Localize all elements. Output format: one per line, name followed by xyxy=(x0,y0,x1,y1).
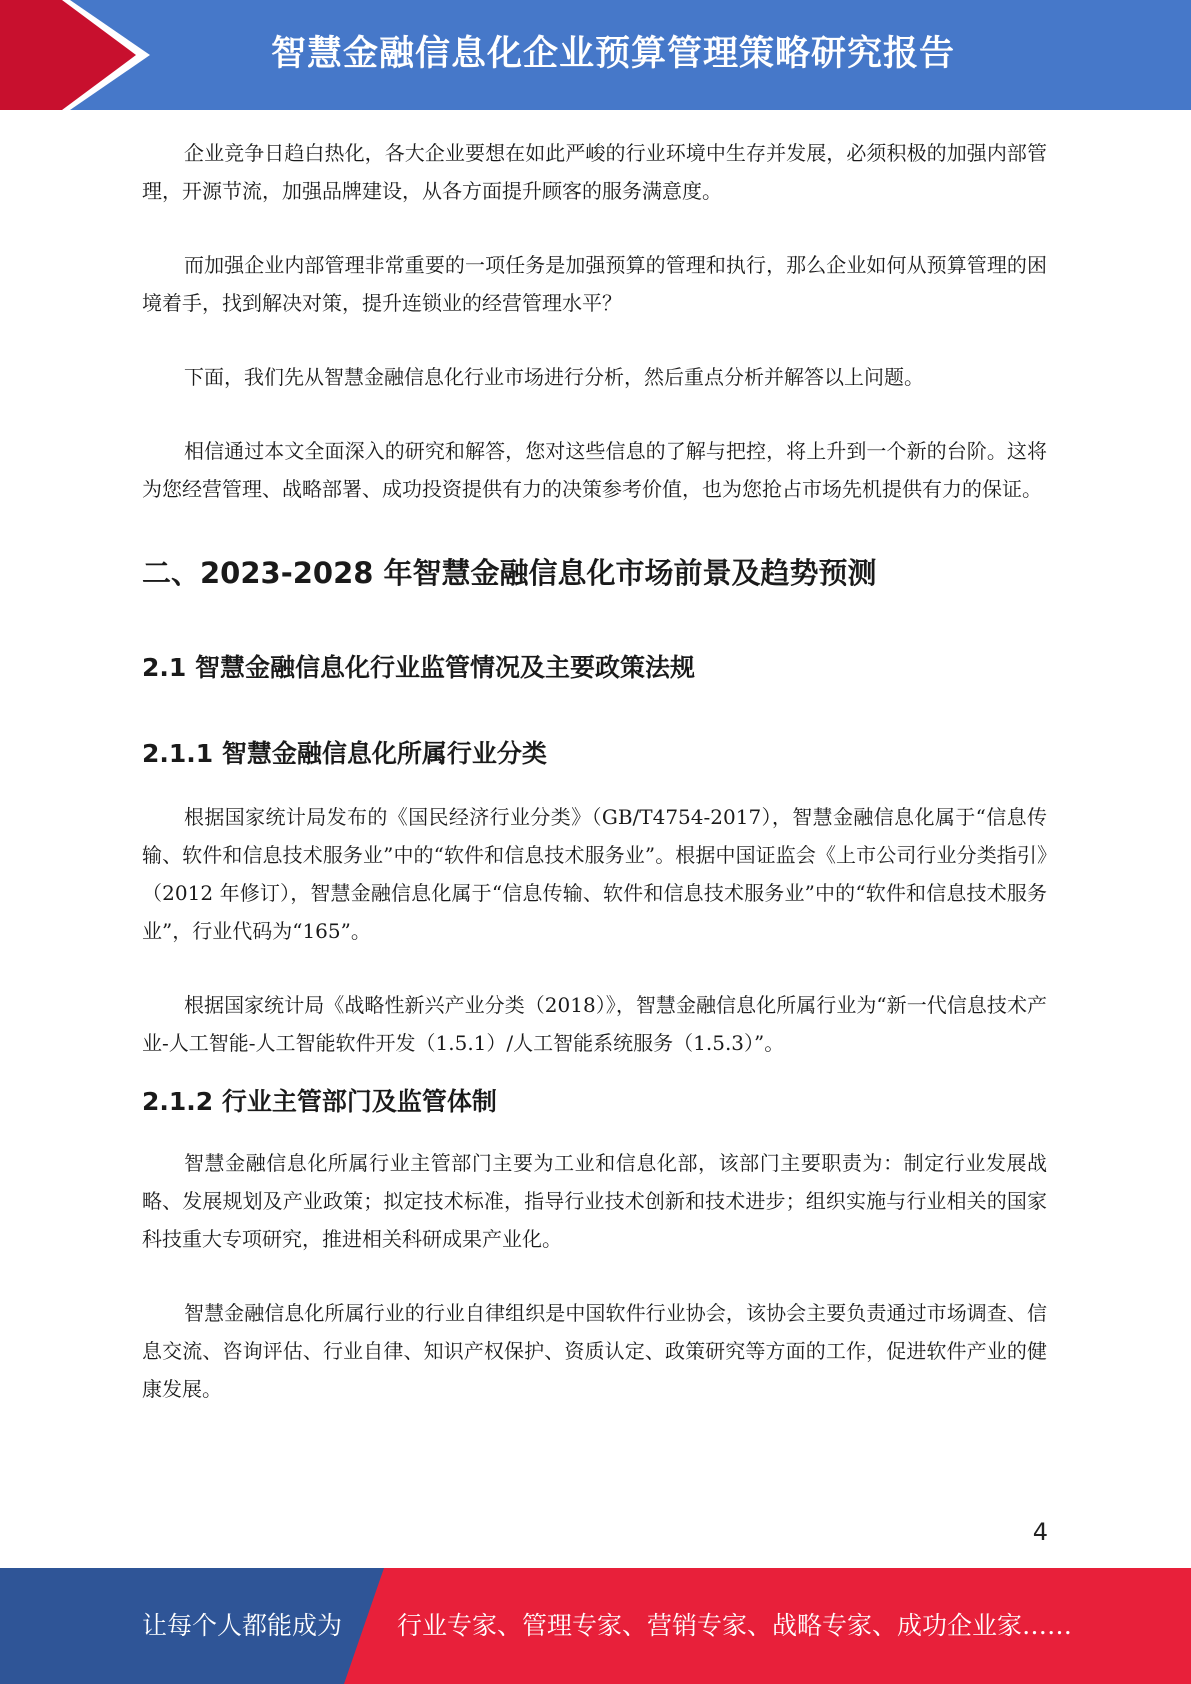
intro-paragraph: 相信通过本文全面深入的研究和解答，您对这些信息的了解与把控，将上升到一个新的台阶。这将为您经营管理、战略部署、成功投资提供有力的决策参考价值，也为您抢占市场先机提供有力的保证。 xyxy=(142,439,1047,501)
intro-paragraph: 而加强企业内部管理非常重要的一项任务是加强预算的管理和执行，那么企业如何从预算管理的困境着手，找到解决对策，提升连锁业的经营管理水平？ xyxy=(142,253,1047,315)
subsection-heading: 2.1 智慧金融信息化行业监管情况及主要政策法规 xyxy=(142,653,695,682)
body-paragraph: 智慧金融信息化所属行业的行业自律组织是中国软件行业协会，该协会主要负责通过市场调查、信息交流、咨询评估、行业自律、知识产权保护、资质认定、政策研究等方面的工作，促进软件产业的健康发展。 xyxy=(142,1301,1047,1401)
intro-paragraph: 下面，我们先从智慧金融信息化行业市场进行分析，然后重点分析并解答以上问题。 xyxy=(184,365,924,389)
subsubsection-heading: 2.1.1 智慧金融信息化所属行业分类 xyxy=(142,739,547,768)
subsubsection-heading: 2.1.2 行业主管部门及监管体制 xyxy=(142,1087,497,1116)
intro-paragraph: 企业竞争日趋白热化，各大企业要想在如此严峻的行业环境中生存并发展，必须积极的加强内部管理，开源节流，加强品牌建设，从各方面提升顾客的服务满意度。 xyxy=(142,141,1047,203)
page-number: 4 xyxy=(1032,1518,1048,1546)
report-title: 智慧金融信息化企业预算管理策略研究报告 xyxy=(270,34,955,74)
footer-slogan-left: 让每个人都能成为 xyxy=(142,1611,343,1640)
header-banner xyxy=(0,0,1191,110)
footer-slogan-right: 行业专家、管理专家、营销专家、战略专家、成功企业家…… xyxy=(397,1611,1073,1640)
footer-banner xyxy=(0,1568,1191,1684)
body-paragraph: 根据国家统计局《战略性新兴产业分类（2018）》，智慧金融信息化所属行业为“新一代信息技术产业-人工智能-人工智能软件开发（1.5.1）/人工智能系统服务（1.5.3）”。 xyxy=(142,993,1047,1055)
document-body xyxy=(142,118,1047,1444)
body-paragraph: 根据国家统计局发布的《国民经济行业分类》（GB/T4754-2017），智慧金融信息化属于“信息传输、软件和信息技术服务业”中的“软件和信息技术服务业”。根据中国证监会《上市公司行业分类指引》（2012 年修订），智慧金融信息化属于“信息传输、软件和信息技术服务业”中的“软件和信息技术服务业”，行业代码为“165”。 xyxy=(142,805,1047,943)
body-paragraph: 智慧金融信息化所属行业主管部门主要为工业和信息化部，该部门主要职责为：制定行业发展战略、发展规划及产业政策；拟定技术标准，指导行业技术创新和技术进步；组织实施与行业相关的国家科技重大专项研究，推进相关科研成果产业化。 xyxy=(142,1151,1047,1251)
section-heading: 二、2023-2028 年智慧金融信息化市场前景及趋势预测 xyxy=(142,556,877,590)
header-arrow-decoration xyxy=(0,0,150,110)
